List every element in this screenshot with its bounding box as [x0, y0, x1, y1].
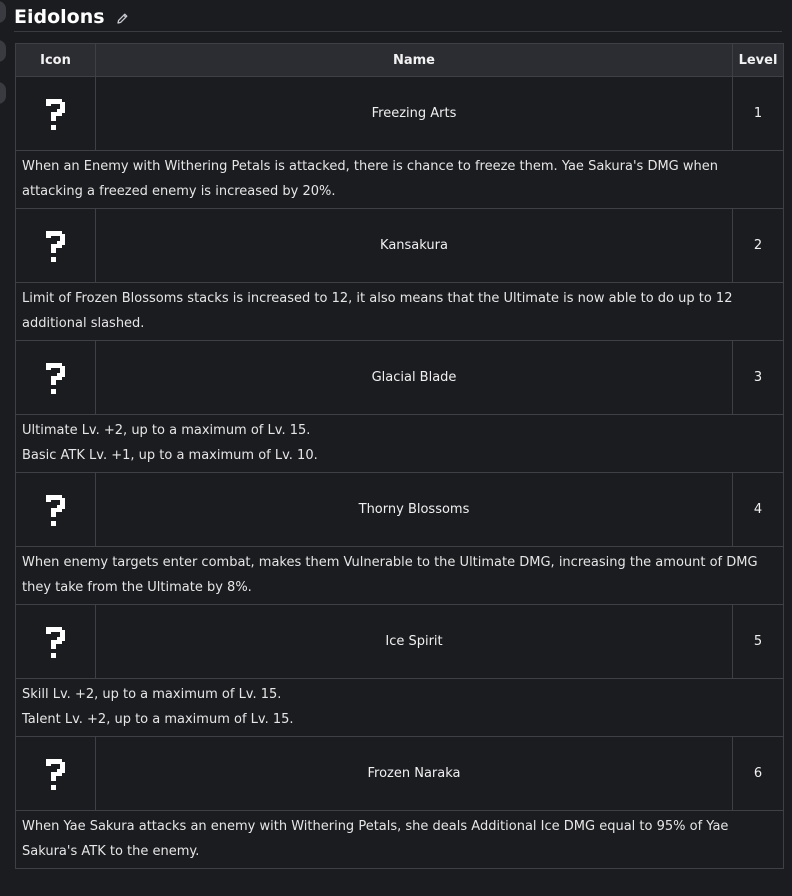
- eidolon-description: [16, 151, 784, 209]
- description-line: Limit of Frozen Blossoms stacks is increased to 12, it also means that the Ultimate is now able to do up to 12 additional slashed.: [22, 291, 733, 331]
- eidolon-name: Ice Spirit: [96, 605, 733, 679]
- table-header-row: [16, 44, 784, 77]
- section-title: Eidolons: [14, 6, 105, 28]
- column-header-level[interactable]: Level: [733, 44, 784, 77]
- eidolon-icon-cell: [16, 605, 96, 679]
- description-row: [16, 283, 784, 341]
- table-row: [16, 209, 784, 283]
- eidolon-level: 3: [733, 341, 784, 415]
- eidolon-level: 1: [733, 77, 784, 151]
- description-line: When an Enemy with Withering Petals is attacked, there is chance to freeze them. Yae Sakura's DMG when attacking a freezed enemy is increased by 20%.: [22, 159, 718, 199]
- eidolon-description: [16, 547, 784, 605]
- eidolon-name: Thorny Blossoms: [96, 473, 733, 547]
- description-row: [16, 811, 784, 869]
- table-row: [16, 77, 784, 151]
- eidolon-level: 5: [733, 605, 784, 679]
- eidolon-icon-cell: [16, 341, 96, 415]
- table-row: [16, 473, 784, 547]
- description-row: [16, 679, 784, 737]
- question-mark-icon: [44, 492, 68, 528]
- description-line: Skill Lv. +2, up to a maximum of Lv. 15.: [22, 687, 282, 702]
- question-mark-icon: [44, 756, 68, 792]
- eidolon-name: Kansakura: [96, 209, 733, 283]
- description-line: Ultimate Lv. +2, up to a maximum of Lv. 15.: [22, 423, 311, 438]
- table-row: [16, 737, 784, 811]
- description-line: Basic ATK Lv. +1, up to a maximum of Lv. 10.: [22, 448, 318, 463]
- description-row: [16, 547, 784, 605]
- question-mark-icon: [44, 228, 68, 264]
- side-toolbar-button[interactable]: [0, 1, 6, 23]
- description-line: Talent Lv. +2, up to a maximum of Lv. 15.: [22, 712, 294, 727]
- side-toolbar-button[interactable]: [0, 40, 6, 62]
- description-line: When Yae Sakura attacks an enemy with Withering Petals, she deals Additional Ice DMG equal to 95% of Yae Sakura's ATK to the enemy.: [22, 819, 729, 859]
- eidolon-description: [16, 415, 784, 473]
- eidolon-icon-cell: [16, 77, 96, 151]
- eidolon-level: 2: [733, 209, 784, 283]
- description-line: When enemy targets enter combat, makes them Vulnerable to the Ultimate DMG, increasing the amount of DMG they take from the Ultimate by 8%.: [22, 555, 758, 595]
- eidolon-description: [16, 679, 784, 737]
- eidolon-level: 4: [733, 473, 784, 547]
- eidolon-icon-cell: [16, 473, 96, 547]
- pencil-icon[interactable]: [116, 12, 129, 25]
- description-row: [16, 415, 784, 473]
- eidolon-description: [16, 283, 784, 341]
- question-mark-icon: [44, 624, 68, 660]
- column-header-icon[interactable]: Icon: [16, 44, 96, 77]
- eidolon-name: Frozen Naraka: [96, 737, 733, 811]
- eidolon-name: Freezing Arts: [96, 77, 733, 151]
- question-mark-icon: [44, 360, 68, 396]
- side-toolbar-button[interactable]: [0, 82, 6, 104]
- eidolon-icon-cell: [16, 209, 96, 283]
- column-header-name[interactable]: Name: [96, 44, 733, 77]
- eidolon-icon-cell: [16, 737, 96, 811]
- eidolon-description: [16, 811, 784, 869]
- question-mark-icon: [44, 96, 68, 132]
- table-row: [16, 605, 784, 679]
- eidolons-table: [15, 43, 784, 869]
- section-heading: [14, 5, 782, 32]
- eidolon-level: 6: [733, 737, 784, 811]
- eidolon-name: Glacial Blade: [96, 341, 733, 415]
- description-row: [16, 151, 784, 209]
- table-row: [16, 341, 784, 415]
